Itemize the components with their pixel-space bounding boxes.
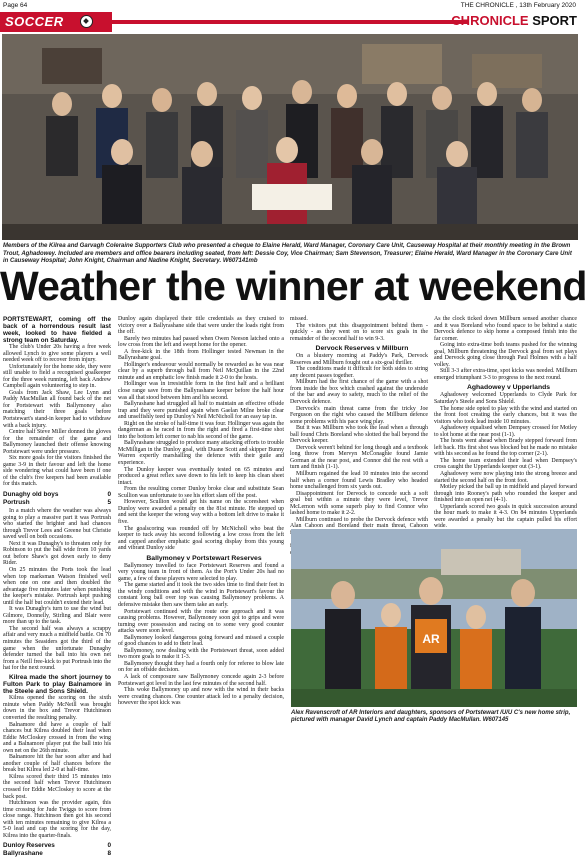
score-line xyxy=(3,842,111,850)
paragraph: In a match where the weather was always going to play a massive part it was Portrush who started the brighter and had chances through Trevor Lees and Greene but Christie saved well on both occasions. xyxy=(3,508,111,541)
subheading: Dervock Reserves v Millburn xyxy=(315,345,409,353)
paragraph: The Dunloy keeper was eventually tested on 65 minutes and produced a great reflex save down to his left to keep his clean sheet intact. xyxy=(118,466,284,486)
paragraph: A lack of composure saw Ballymoney concede again 2-3 before Portstewart got level in the last few minutes of the second half. xyxy=(118,673,284,687)
section-label xyxy=(0,12,112,32)
paragraph: Right on the stroke of half-time it was four. Hollinger was again the dangerman as he raced in from the right and fired a first-time shot into the bottom left corner to nab his second of the game. xyxy=(118,420,284,440)
score-line xyxy=(3,850,111,857)
paragraph: Portstewart continued with the route one approach and it was causing problems. However, Ballymoney soon got to grips and were turning over possession and racing on to some very good counter attacks were soon level. xyxy=(118,608,284,635)
paragraph: A free-kick in the 18th from Hollinger tested Newman in the Ballyrashane goal. xyxy=(118,348,284,362)
paragraph: Millburn had the first chance of the game with a shot from inside the box which crashed against the underside of the bar and away to safety, much to the relief of the Dervock defence. xyxy=(290,379,428,406)
score-line xyxy=(3,499,111,507)
section-label-text: SOCCER xyxy=(5,14,64,29)
paragraph: The hosts went ahead when Brady stepped forward from left back. His first shot was blocked but he made no mistake with his second as he found the top corner (2-1). xyxy=(434,438,577,458)
paragraph: From the resulting corner Dunloy broke clear and substitute Sean Scullion was unfortunate to see his effort slam off the post. xyxy=(118,486,284,499)
score-value: 8 xyxy=(107,849,111,857)
paragraph: Hutchinson was the provider again, this time crossing for Jude Twiggs to score from close range. Hutchinson then got his second with ten minutes remaining to give Kilrea a 5-0 lead and cap the scoring for the day, Kilrea into the quarter-finals. xyxy=(3,800,111,839)
paragraph: Dervock weren't behind for long though and a textbook long throw from Mervyn McConaghie found Jamie Gorman at the near post, and Connor did the rest with a turn and finish (1-1). xyxy=(290,444,428,471)
paragraph: Ballymoney thought they had a fourth only for referee to blow late on for an offside decision. xyxy=(118,660,284,674)
headline: Weather the winner at weekend xyxy=(0,263,587,309)
paragraph: Disappointment for Dervock to concede such a soft goal but within a minute they were level, Trevor McLernon with some superb play to find Connor who lashed home to make it 2-2. xyxy=(290,490,428,517)
paragraph: Balnamore hit the bar soon after and had another couple of half chances before the break but Kilrea led 2-0 at half-time. xyxy=(3,754,111,774)
paragraph: But it was Millburn who took the lead when a through ball found Chris Boreland who slotted the ball beyond the Dervock keeper. xyxy=(290,425,428,445)
group-photo-caption: Members of the Kilrea and Garvagh Coleraine Supporters Club who presented a cheque to Elaine Herald, Ward Manager, Coronary Care Unit, Causeway Hospital at their monthly meeting in the Brown Trout, Aghadowey. Included are members and office bearers including seated, from left: Dessie Coy, Vice Chairman; Sam Stevenson, Treasurer; Elaine Herald, Ward Manager in the Coronary Care Unit in Causeway Hospital; John Knight, Chairman and Nadine Knight, Secretary. W607141mb xyxy=(3,243,572,265)
paragraph: missed. xyxy=(290,316,308,322)
sponsor-photo-image xyxy=(291,529,577,707)
paragraph: The club's Under 20s having a free week allowed Lynch to give some players a well needed week off to recover from injury. xyxy=(3,344,111,364)
paragraph: Aghadowey equalised when Dempsey crossed for Motley to slot home at the near post (1-1). xyxy=(434,425,577,438)
paragraph: The visitors put this disappointment behind them - quickly - as they went on to score six goals in the remainder of the second half to win 9-3. xyxy=(290,322,428,342)
banner-rule xyxy=(112,20,468,24)
group-photo-image xyxy=(2,34,578,240)
paragraph: The goalscoring was rounded off by McNicholl who beat the keeper to tuck away his second following a low cross from the left and capped another emphatic goal scoring display from this young and vibrant Dunloy side xyxy=(118,525,284,552)
score-value: 0 xyxy=(107,842,111,850)
brand-left: CHRONICLE xyxy=(451,13,529,28)
column-4 xyxy=(434,316,577,556)
top-bar xyxy=(0,0,580,12)
paragraph: Six more goals for the visitors finished the game 3-9 in their favour and left the home side wondering what could have been if one of the club's five keepers had been available for this match. xyxy=(3,455,111,488)
paragraph: Aghadowey were now playing into the strong breeze and started the second half on the front foot. xyxy=(434,471,577,484)
paragraph: Goals from Jack Shaw, Lee Lynn and Paddy MacMullan all found back of the net for Portstewart with Ballymoney also matching their three goals before Portstewart's stand-in keeper had to withdraw with a back injury. xyxy=(3,389,111,429)
paragraph: Millburn regained the lead 10 minutes into the second half when a corner found Lewis Bradley who headed home unchallenged from six yards out. xyxy=(290,471,428,491)
paragraph: Balnamore did have a couple of half chances but Kilrea doubled their lead when Eddie McCloskey crossed in from the wing and a Balnamore player put the ball into his own net on the 26th minute. xyxy=(3,721,111,754)
score-value: 0 xyxy=(107,491,111,499)
paragraph: Ballymoney, now dealing with the Portstewart threat, soon added two more goals to make it 1-3. xyxy=(118,647,284,661)
paragraph: The second half was always a scrappy affair and very much a midfield battle. On 70 minutes the Seasiders got the third of the game when the unfortunate Dunaghy defender turned the ball into his own net from a Neill free-kick to put Portrush into the hat for the next round. xyxy=(3,625,111,672)
page-number: Page 64 xyxy=(3,2,28,9)
paragraph: The home side opted to play with the wind and started on the front foot creating the early chances, but it was the visitors who took lead inside 10 minutes. xyxy=(434,405,577,425)
article-body xyxy=(3,316,577,857)
paragraph: Next it was Dunaghy's to threaten only for Robinson to put the ball wide from 10 yards out before Shaw's got down early to deny Rider. xyxy=(3,540,111,567)
paragraph: Centre half Steve Miller donned the gloves for the remainder of the game and Ballymoney launched their offense knowing Portstewart were under pressure. xyxy=(3,429,111,455)
paragraph: Still 3-3 after extra-time, spot kicks was needed. Millburn emerged triumphant 3-3 to progress to the next round. xyxy=(434,368,577,381)
paragraph: Unfortunately for the home side, they were still unable to field a recognised goalkeeper for the three week running, left back Andrew Campbell again volunteering to step in. xyxy=(3,363,111,390)
paragraph: As the clock ticked down Millburn sensed another chance and it was Boreland who found space to be behind a static Dervock defence to skip home a composed finish into the far corner. xyxy=(434,316,577,342)
score-line xyxy=(3,491,111,499)
column-1 xyxy=(3,316,111,857)
soccer-ball-icon xyxy=(80,15,93,28)
sponsor-photo-caption: Alex Ravenscroft of AR Interiors and daughters, sponsors of Portstewart /U/U C's new home strip, pictured with manager David Lynch and captain Paddy MacMullan. W607145 xyxy=(291,710,571,724)
score-team: Ballyrashane xyxy=(3,849,43,857)
paragraph: The game started and it took the two sides time to find their feet in the windy conditions and with the wind in Portstewart's favour the constant long ball over top was causing Ballymoney problems. A defensive mistake then saw them take an early. xyxy=(118,582,284,608)
score-team: Portrush xyxy=(3,498,30,506)
paragraph: Dervock's main threat came from the tricky Joe Ferguson on the right who caused the Millburn defence some problems with his pace wing play. xyxy=(290,405,428,425)
paragraph: Ballyrashane struggled to produce many attacking efforts to trouble McMilligan in the Dunloy goal, with Duane Scott and skipper Bunny Warren expertly marshalling the defence with their guile and experience. xyxy=(118,440,284,467)
paragraph: Ballymoney looked dangerous going forward and missed a couple of good chances to add to their lead. xyxy=(118,634,284,648)
lead-paragraph: PORTSTEWART, coming off the back of a horrendous result last week, looked to have fielded a strong team on Saturday. xyxy=(3,316,111,344)
paragraph: On 25 minutes the Ports took the lead when top marksman Watson finished well when one on one and then doubled the advantage five minutes later when punishing the keeper's mistake. Portrush kept pushing until the half but couldn't extend their lead. xyxy=(3,566,111,606)
paragraph: Going into extra-time both teams pushed for the winning goal, Millburn threatening the Dervock goal from set plays and Dervock going close through Paul Holmes with a half volley. xyxy=(434,342,577,368)
brand-logo xyxy=(451,13,577,31)
score-team: Dunloy Reserves xyxy=(3,842,55,850)
brand-right: SPORT xyxy=(532,13,577,28)
paragraph: Hollinger's endeavour would normally be rewarded as he was near clear by a superb through ball from Neil McQuillan in the 22nd minute and an emphatic low finish made it 2-0 to the hosts. xyxy=(118,361,284,381)
column-3 xyxy=(290,316,428,556)
paragraph: Aghadowey welcomed Upperlands to Clyde Park for Saturday's Steele and Sons Shield. xyxy=(434,392,577,406)
section-banner xyxy=(0,12,580,32)
paragraph: Dunloy again displayed their title credentials as they cruised to victory over a Ballyrashane side that were under the loads right from the off. xyxy=(118,316,284,336)
paragraph: This woke Ballymoney up and now with the wind in their backs were creating chances. One counter attack led to a penalty decision, however the spot kick was xyxy=(118,687,284,707)
paragraph: On a blustery morning at Paddy's Park, Dervock Reserves and Millburn fought out a six-goal thriller. xyxy=(290,353,428,366)
paragraph: Millburn continued to probe the Dervock defence with Alan Cahoon and Boreland their main threat, Cahoon xyxy=(290,516,428,530)
paragraph: The conditions made it difficult for both sides to string any decent passes together. xyxy=(290,366,428,379)
masthead-date: THE CHRONICLE , 13th February 2020 xyxy=(460,2,576,9)
paragraph: Kilrea scored their third 15 minutes into the second half when Trevor Hutchinson crossed for Eddie McCloskey to score at the back post. xyxy=(3,773,111,800)
subheading: Kilrea made the short journey to Fulton Park to play Balnamore in the Steele and Sons Shield. xyxy=(3,673,111,696)
sponsor-photo xyxy=(291,529,577,707)
paragraph: Kilrea opened the scoring on the sixth minute when Paddy McNeill was brought down in the box and Trevor Hutchinson converted the resulting penalty. xyxy=(3,695,111,721)
paragraph: The home team extended their lead when Dempsey's cross caught the Upperlands keeper out (3-1). xyxy=(434,457,577,471)
shirt-text: AR xyxy=(422,632,440,646)
group-photo xyxy=(2,34,578,240)
paragraph: However, Scullion would get his name on the scoresheet when Dunloy were awarded a penalty on the 81st minute. He stepped up and sent the keeper the wrong way with a bottom left drive to make it five. xyxy=(118,499,284,525)
column-2 xyxy=(118,316,284,707)
paragraph: It was Dunaghy's turn to use the wind but Gilmore, Donnelly, Stirling and Blair were more than up to the task. xyxy=(3,606,111,626)
score-value: 5 xyxy=(107,498,111,506)
paragraph: Ballymoney travelled to face Portstewart Reserves and found a very young team in front of them. As the Port's Under 20s had no game, a few of these players were selected to play. xyxy=(118,562,284,582)
subheading: Aghadowey v Upperlands xyxy=(466,384,551,392)
paragraph: Ballyrashane had struggled all half to maintain an effective offside trap and they were punished again when Gaelan Milne broke clear and unselfishly teed up Dunloy's Neil McNicholl for an easy tap in. xyxy=(118,401,284,421)
paragraph: Barely two minutes had passed when Owen Neeson latched onto a low cross from the left and swept home for the opener. xyxy=(118,335,284,349)
subheading: Ballymoney v Portstewart Reserves xyxy=(146,554,262,562)
paragraph: Hollinger was in irresistible form in the first half and a brilliant close range save from the Ballyrashane keeper before the half hour was all that stood between him and his second. xyxy=(118,381,284,401)
paragraph: Motley picked the ball up in midfield and played forward through into Rooney's path who rounded the keeper and finished into an open net (4-1). xyxy=(434,484,577,504)
score-team: Dunaghy old boys xyxy=(3,491,59,499)
paragraph: Upperlands scored two goals in quick succession around the hour mark to make it 4-3. On 84 minutes Upperlands were awarded a penalty but the captain pulled his effort wide. xyxy=(434,503,577,530)
